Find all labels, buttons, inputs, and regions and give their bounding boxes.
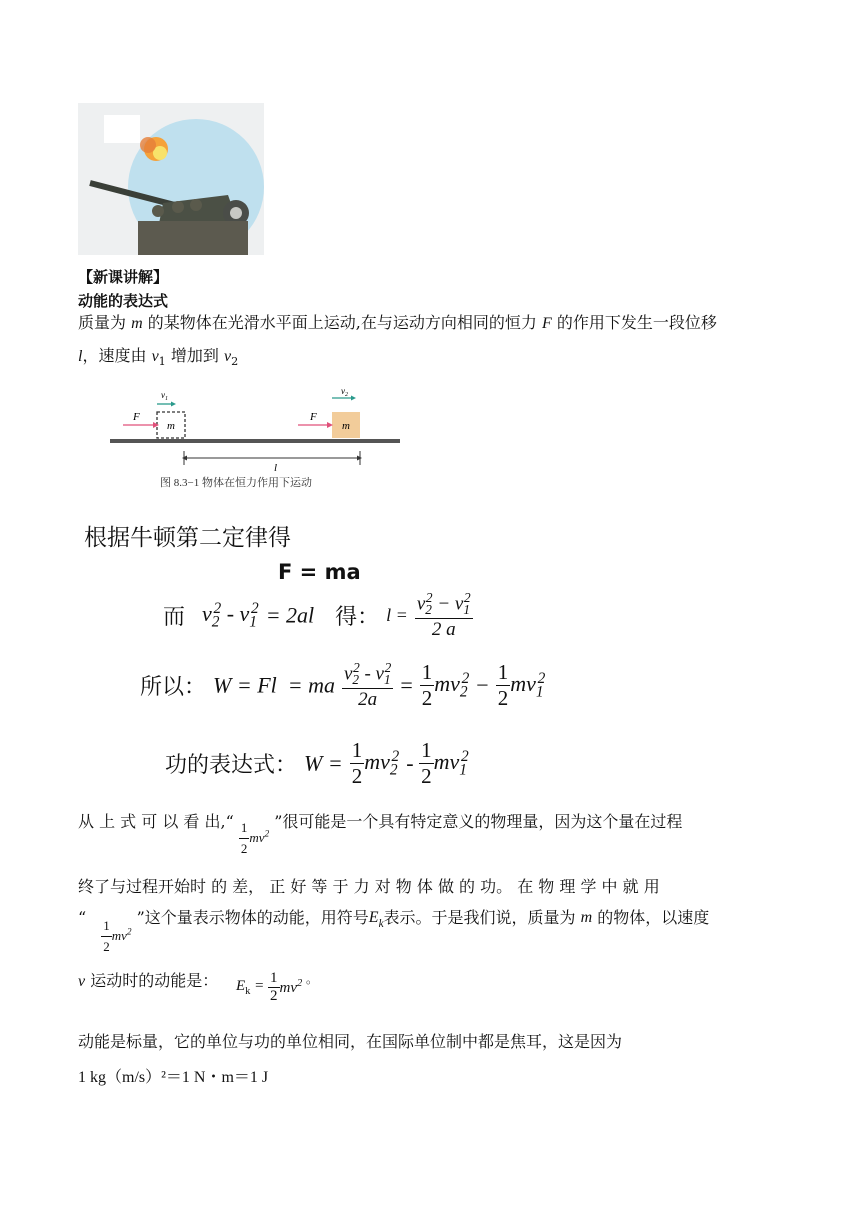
block-end-label: m [342, 420, 350, 432]
intro-var-v1-sub: 1 [158, 355, 166, 369]
intro-var-v2: v [224, 348, 232, 365]
cannon-photo [78, 103, 264, 255]
intro-line-2 [78, 346, 238, 372]
para2-var-v: v [78, 973, 86, 990]
para2-text-2: ”很可能是一个具有特定意义的物理量，因为这个量在过程 [274, 812, 683, 831]
force-label-right: F [310, 411, 317, 423]
para2-var-E-sub: k [378, 918, 384, 931]
para3-line2: 1 kg（m/s）²＝1 N・m＝1 J [78, 1069, 269, 1086]
figure-caption: 图 8.3−1 物体在恒力作用下运动 [160, 477, 312, 489]
intro-text-2: 的某物体在光滑水平面上运动,在与运动方向相同的恒力 [147, 313, 537, 332]
para2-text-1: 从 上 式 可 以 看 出,“ [78, 812, 234, 831]
work-derivation: 所以： W = Fl = ma $\frac{v_2^2 - v_1^2}{2a}$ = $\frac{1}{2}$ $mv_2^2$ − $\frac{1}{2}$ $mv_1^2$ [140, 660, 546, 711]
para2-text-7: 运动时的动能是： [90, 971, 219, 990]
para2-line3: “ $\frac{1}{2}$ $mv^2$ ”这个量表示物体的动能，用符号$E_k$表示。于是我们说，质量为 m 的物体，以速度 [78, 908, 710, 954]
intro-var-m: m [131, 315, 143, 332]
suoyi-text: 所以： [140, 675, 207, 701]
work-expression: 功的表达式： W = $\frac{1}{2}$ $mv_2^2$ - $\frac{1}{2}$ $mv_1^2$ [165, 738, 469, 788]
force-label-left: F [133, 411, 140, 423]
v1-label: $v_1$ [161, 390, 168, 402]
para2-var-m: m [580, 909, 593, 926]
intro-var-v2-sub: 2 [231, 355, 239, 369]
gongde-text: 功的表达式： [165, 753, 298, 778]
intro-var-F: F [541, 315, 552, 332]
er-text: 而 [163, 605, 186, 631]
para2-var-E: E [368, 909, 379, 926]
intro-text-1: 质量为 [78, 313, 127, 332]
intro-line-1 [78, 313, 717, 334]
eq1-rhs: = 2al [265, 602, 315, 628]
formula-period: 。 [306, 972, 319, 986]
block-start-label: m [167, 420, 175, 432]
motion-diagram [105, 383, 405, 498]
displacement-label: l [274, 462, 278, 474]
kinematics-equation: 而 $v_2^2 - v_1^2 = 2al$ 得： l = $\frac{v_2^2 - v_1^2}{2 a}$ [163, 590, 471, 641]
para2-line1: 从 上 式 可 以 看 出,“ $\frac{1}{2}$ $^{mv^2}$ ”很可能是一个具有特定意义的物理量，因为这个量在过程 [78, 812, 683, 856]
para2-text-6: 的物体，以速度 [597, 908, 710, 927]
v2-label: $v_2$ [341, 386, 348, 398]
intro-text-5: 增加到 [170, 346, 219, 365]
section-header: 【新课讲解】 [78, 268, 169, 286]
fma-equation: F = ma [278, 560, 361, 584]
kinetic-energy-formula: $E_k$ = $\frac{1}{2}$ $mv^2$ 。 [236, 970, 319, 1004]
para2-text-3: “ [78, 908, 87, 927]
intro-var-l: l [78, 348, 83, 365]
topic-title: 动能的表达式 [78, 292, 169, 310]
para2-line2: 终了与过程开始时 的 差， 正 好 等 于 力 对 物 体 做 的 功。 在 物 理 学 中 就 用 [78, 877, 660, 896]
para2-text-4: ”这个量表示物体的动能，用符号 [136, 908, 369, 927]
intro-var-v1: v [151, 348, 159, 365]
ground-line [110, 439, 400, 443]
de-text: 得： [335, 605, 380, 631]
para2-line4 [78, 971, 218, 992]
intro-text-4: ，速度由 [82, 346, 147, 365]
intro-text-3: 的作用下发生一段位移 [556, 313, 717, 332]
newton-heading: 根据牛顿第二定律得 [84, 525, 291, 551]
motion-figure [105, 383, 405, 498]
para2-text-5: 表示。于是我们说，质量为 [383, 908, 576, 927]
para3-line1: 动能是标量，它的单位与功的单位相同，在国际单位制中都是焦耳，这是因为 [78, 1032, 623, 1051]
cannon-illustration [78, 103, 264, 255]
